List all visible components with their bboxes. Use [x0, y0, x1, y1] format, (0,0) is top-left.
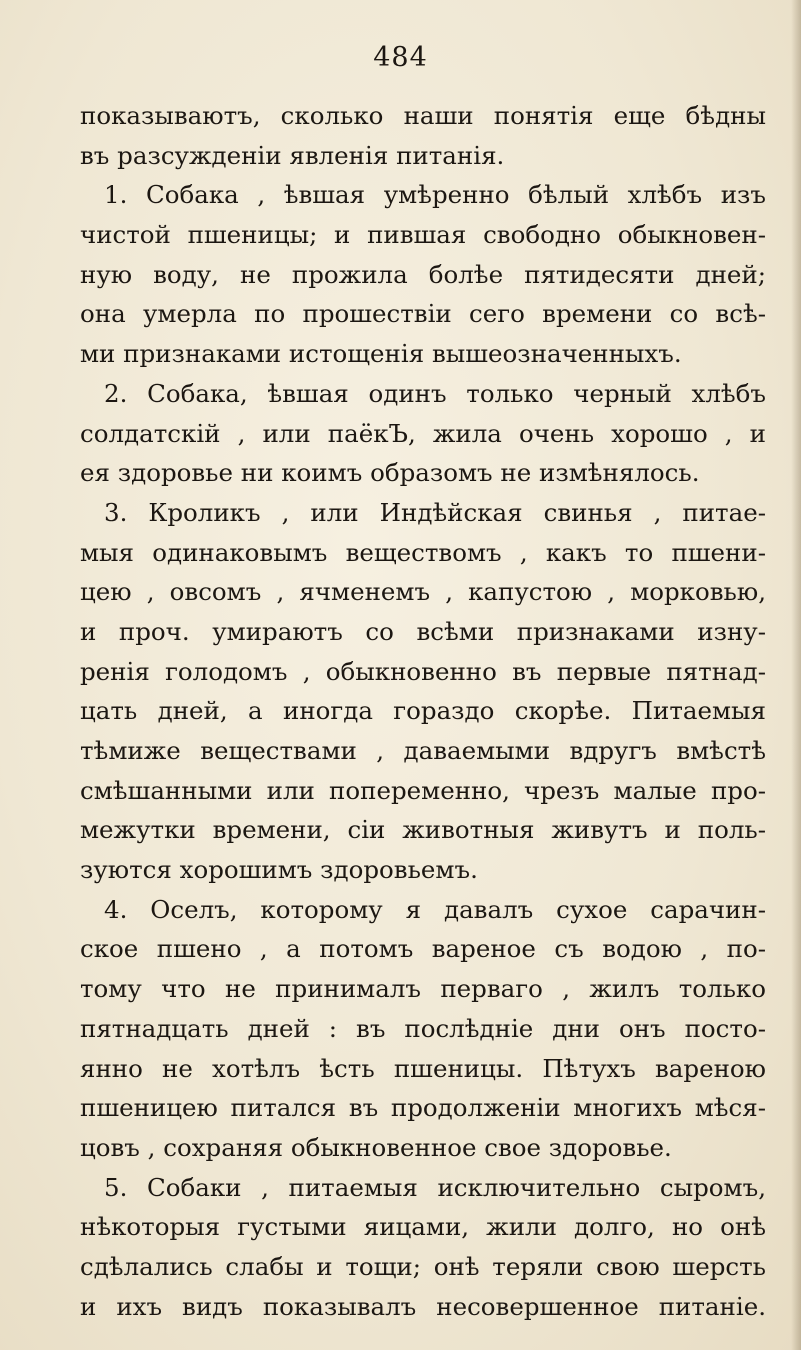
- text-line: ми признаками истощенія вышеозначенныхъ.: [80, 339, 682, 369]
- text-line: и ихъ видъ показывалъ несовершенное питаніе.: [80, 1291, 766, 1321]
- text-line: солдатскій , или паёкЪ, жила очень хорошо , и: [80, 418, 766, 448]
- text-line: тому что не принималъ перваго , жилъ только: [80, 974, 766, 1004]
- text-line: 5. Собаки , питаемыя исключительно сыромъ,: [104, 1172, 766, 1202]
- text-line: пятнадцать дней : въ послѣдніе дни онъ посто-: [80, 1013, 766, 1043]
- text-line: ренія голодомъ , обыкновенно въ первые пятнад-: [80, 656, 766, 686]
- text-line: цею , овсомъ , ячменемъ , капустою , морковью,: [80, 577, 766, 607]
- text-line: 2. Собака, ѣвшая одинъ только черный хлѣбъ: [104, 378, 766, 408]
- text-line: чистой пшеницы; и пившая свободно обыкновен-: [80, 220, 766, 250]
- text-line: ея здоровье ни коимъ образомъ не измѣнялось.: [80, 458, 700, 488]
- text-line: тѣмиже веществами , даваемыми вдругъ вмѣстѣ: [80, 736, 766, 765]
- text-line: сдѣлались слабы и тощи; онѣ теряли свою шерсть: [80, 1251, 766, 1281]
- text-line: пшеницею питался въ продолженіи многихъ мѣся-: [80, 1093, 766, 1123]
- text-line: ную воду, не прожила болѣе пятидесяти дней;: [80, 259, 766, 289]
- text-line: янно не хотѣлъ ѣсть пшеницы. Пѣтухъ вареною: [80, 1053, 766, 1083]
- text-line: въ разсужденіи явленія питанія.: [80, 140, 505, 170]
- text-line: ское пшено , а потомъ вареное съ водою , по-: [80, 934, 766, 964]
- text-line: нѣкоторыя густыми яицами, жили долго, но онѣ: [80, 1212, 766, 1242]
- text-line: и проч. умираютъ со всѣми признаками изну-: [80, 616, 766, 646]
- text-line: мыя одинаковымъ веществомъ , какъ то пшени-: [80, 537, 766, 567]
- text-line: 1. Собака , ѣвшая умѣренно бѣлый хлѣбъ изъ: [104, 180, 766, 210]
- text-line: показываютъ, сколько наши понятія еще бѣдны: [80, 101, 766, 130]
- text-line: 4. Оселъ, которому я давалъ сухое сарачин-: [104, 894, 766, 924]
- page-edge-shadow: [791, 0, 801, 1350]
- text-line: смѣшанными или попеременно, чрезъ малые про-: [80, 775, 766, 805]
- body-text: [80, 96, 766, 1326]
- text-line: 3. Кроликъ , или Индѣйская свинья , питае-: [104, 497, 766, 527]
- page-number: 484: [373, 42, 428, 73]
- text-line: межутки времени, сіи животныя живутъ и поль-: [80, 815, 766, 845]
- text-line: цовъ , сохраняя обыкновенное свое здоровье.: [80, 1132, 672, 1162]
- text-line: зуются хорошимъ здоровьемъ.: [80, 855, 478, 885]
- text-line: она умерла по прошествіи сего времени со всѣ-: [80, 299, 766, 329]
- text-line: цать дней, а иногда гораздо скорѣе. Питаемыя: [80, 696, 766, 726]
